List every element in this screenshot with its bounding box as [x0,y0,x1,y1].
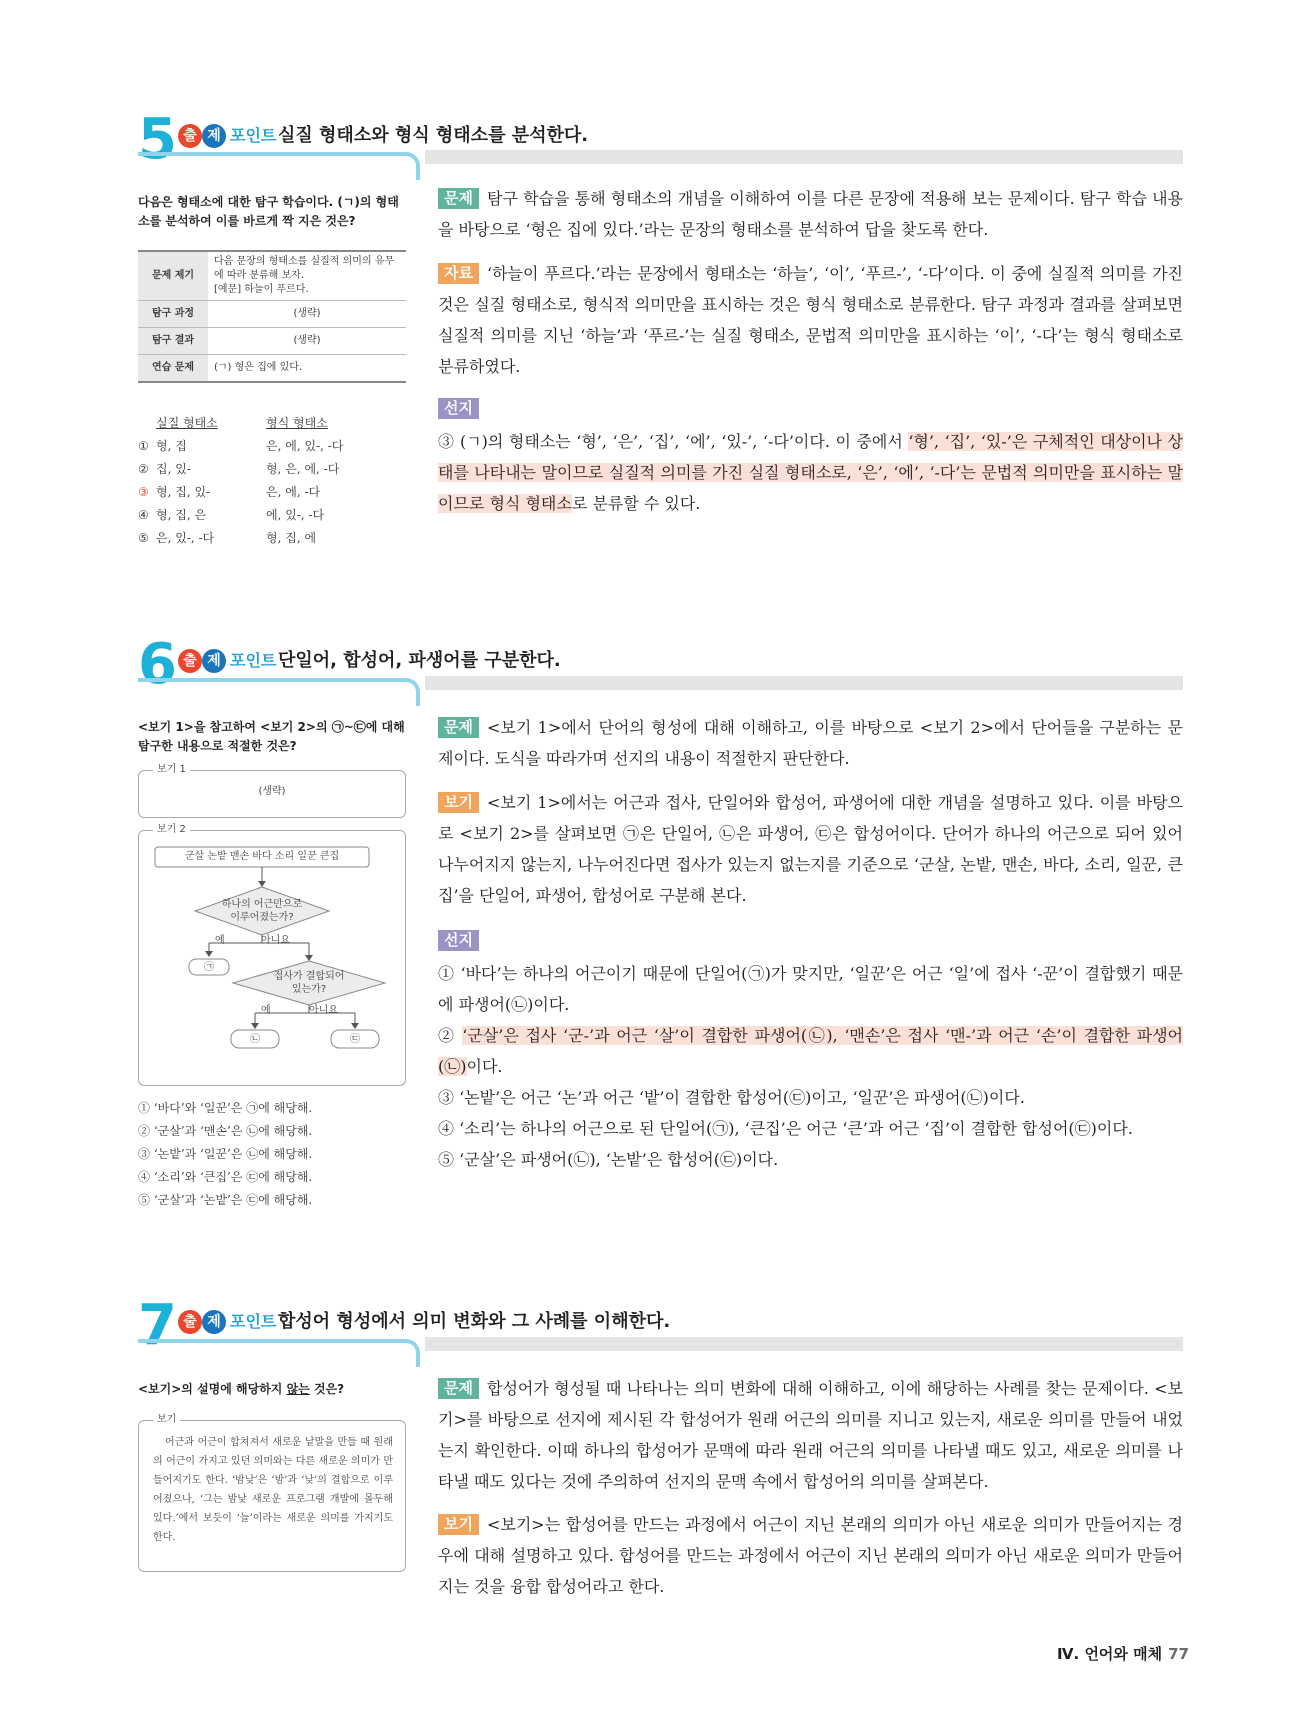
option-row[interactable] [138,435,410,458]
option-row[interactable] [138,458,410,481]
bogi2-label: 보기 2 [153,823,190,837]
question-text: 다음은 형태소에 대한 탐구 학습이다. (ㄱ)의 형태소를 분석하여 이를 바르게 짝 지은 것은? [138,195,399,228]
tag-problem: 문제 [438,717,479,738]
option-row[interactable] [138,527,410,550]
decision-line: 접사가 결합되어 [273,971,345,982]
decision1-text [195,898,329,924]
row-head: 연습 문제 [138,355,208,383]
decision-line: 이루어졌는가? [230,912,294,923]
circle2-label: ㉡ [250,1034,260,1045]
badge-je: 제 [202,649,226,673]
option-a: 집, 있- [156,462,191,476]
circle1-label: ㉠ [204,962,214,973]
col-formal: 형식 형태소 [266,416,328,430]
option-b: 은, 에, 있-, -다 [266,439,344,453]
option-b: 에, 있-, -다 [266,508,325,522]
badge-chul: 출 [178,1310,202,1334]
header-arc [138,678,420,706]
no-label: 아니요 [261,935,290,946]
explanation-text: <보기 1>에서는 어근과 접사, 단일어와 합성어, 파생어에 대한 개념을 설명하고 있다. 이를 바탕으로 <보기 2>를 살펴보면 ㉠은 단일어, ㉡은 파생어, ㉢은 합성어이다. 단어가 하나의 어근으로 되어 있어 나누어지지 않는지, 나누어진다면 접사가 있는지 없는지를 기준으로 ‘군살, 논밭, 맨손, 바다, 소리, 일꾼, 큰집’을 단일어, 파생어, 합성어로 구분해 본다. [438,793,1183,905]
header-bar [425,676,1183,690]
bogi1-body: (생략) [258,786,286,797]
point-label: 포인트 [230,1312,277,1331]
yes-label: 예 [261,1005,271,1016]
choice-item-correct [438,1020,1183,1082]
explanation-text: ‘하늘이 푸르다.’라는 문장에서 형태소는 ‘하늘’, ‘이’, ‘푸르-’, ‘-다’이다. 이 중에 실질적 의미를 가진 것은 실질 형태소로, 형식적 의미만을 표시하는 것은 형식 형태소로 분류한다. 탐구 과정과 결과를 살펴보면 실질적 의미를 지닌 ‘하늘’과 ‘푸르-’는 실질 형태소, 문법적 의미만을 표시하는 ‘이’, ‘-다’는 형식 형태소로 분류하였다. [438,264,1183,376]
option-a: 형, 집, 있- [156,485,211,499]
choice-list [438,958,1183,1175]
explanation-material [438,258,1183,382]
choice-mark: ② [438,1026,463,1045]
option-row[interactable] [138,504,410,527]
answer-options [138,1097,410,1212]
explanation-problem [438,712,1183,774]
tag-choice: 선지 [438,398,479,419]
explanation-problem [438,183,1183,245]
tag-problem: 문제 [438,1378,479,1399]
arrow-head [258,881,266,887]
decision-line: 하나의 어근만으로 [221,899,303,910]
question-emphasis: 않는 [286,1382,310,1396]
answer-options [138,412,410,550]
option-b: 형, 집, 에 [266,531,317,545]
tag-choice-wrap [438,398,487,419]
row-body-line: 에 따라 분류해 보자. [214,270,304,281]
option-row[interactable]: ⑤ ‘군살’과 ‘논밭’은 ㉢에 해당해. [138,1193,313,1207]
section-title: 실질 형태소와 형식 형태소를 분석한다. [278,125,589,146]
decision-line: 있는가? [291,984,327,995]
tag-material: 자료 [438,263,479,284]
page-footer [1057,1643,1189,1664]
section-number: 7 [138,1293,177,1358]
section-number: 6 [138,632,177,697]
choice-text: 이다. [466,1057,503,1076]
bogi1-label: 보기 1 [153,763,190,777]
chapter-label: Ⅳ. 언어와 매체 [1057,1645,1163,1663]
highlighted-text: ‘형’, ‘집’, ‘있-’은 구체적인 대상이나 상태를 나타내는 말이므로 실질적 의미를 가진 실질 형태소로, ‘은’, ‘에’, ‘-다’는 문법적 의미만을 표시하는 말이므로 형식 형태소 [438,432,1183,513]
header-arc [138,1339,420,1367]
choice-item: ⑤ ‘군살’은 파생어(㉡), ‘논밭’은 합성어(㉢)이다. [438,1150,779,1169]
table-row [138,328,406,355]
tag-problem: 문제 [438,188,479,209]
option-mark: ② [138,462,149,476]
tag-choice: 선지 [438,930,479,951]
option-a: 은, 있-, -다 [156,531,215,545]
row-body [208,251,406,301]
option-row[interactable]: ③ ‘논밭’과 ‘일꾼’은 ㉡에 해당해. [138,1147,313,1161]
option-mark: ⑤ [138,531,149,545]
header-bar [425,1337,1183,1351]
option-b: 형, 은, 에, -다 [266,462,340,476]
option-mark: ① [138,439,149,453]
option-mark: ④ [138,508,149,522]
question-text: <보기 1>을 참고하여 <보기 2>의 ㉠~㉢에 대해 탐구한 내용으로 적절한 것은? [138,720,405,753]
tag-bogi: 보기 [438,792,479,813]
explanation-text: 합성어가 형성될 때 나타나는 의미 변화에 대해 이해하고, 이에 해당하는 사례를 찾는 문제이다. <보기>를 바탕으로 선지에 제시된 각 합성어가 원래 어근의 의미를 지니고 있는지, 새로운 의미를 만들어 내었는지 확인한다. 이때 하나의 합성어가 문맥에 따라 원래 어근의 의미를 나타낼 때도 있고, 새로운 의미를 나타낼 때도 있다는 것에 주의하여 선지의 문맥 속에서 합성어의 의미를 살펴본다. [438,1379,1183,1491]
section-number: 5 [138,107,177,172]
explanation-text: <보기>는 합성어를 만드는 과정에서 어근이 지닌 본래의 의미가 아닌 새로운 의미가 만들어지는 경우에 대해 설명하고 있다. 합성어를 만드는 과정에서 어근이 지닌 본래의 의미가 아닌 새로운 의미가 만들어지는 것을 융합 합성어라고 한다. [438,1515,1183,1596]
option-row-correct[interactable] [138,481,410,504]
inquiry-table [138,250,406,383]
arrow-head [251,1023,259,1029]
table-row [138,301,406,328]
row-body: (생략) [208,328,406,355]
row-head: 문제 제기 [138,251,208,301]
col-real: 실질 형태소 [156,416,218,430]
question-part: 것은? [309,1382,345,1396]
question-text [138,1380,410,1399]
tag-bogi: 보기 [438,1514,479,1535]
option-a: 형, 집, 은 [156,508,207,522]
question-part: <보기>의 설명에 해당하지 [138,1382,287,1396]
bogi-body: 어근과 어근이 합쳐져서 새로운 낱말을 만들 때 원래의 어근이 가지고 있던 의미와는 다른 새로운 의미가 만들어지기도 한다. ‘밤낮’은 ‘밤’과 ‘낮’의 결합으로 이루어졌으나, ‘그는 밤낮 새로운 프로그램 개발에 몰두해 있다.’에서 보듯이 ‘늘’이라는 새로운 의미를 가지기도 한다. [153,1437,393,1543]
option-row-correct[interactable]: ② ‘군살’과 ‘맨손’은 ㉡에 해당해. [138,1124,313,1138]
arrow-head [205,951,213,957]
point-label: 포인트 [230,651,277,670]
option-row[interactable]: ① ‘바다’와 ‘일꾼’은 ㉠에 해당해. [138,1101,313,1115]
option-b: 은, 에, -다 [266,485,321,499]
badge-chul: 출 [178,124,202,148]
choice-text: 로 분류할 수 있다. [571,494,701,513]
bogi1-box [138,764,406,818]
row-body: (ㄱ) 형은 집에 있다. [208,355,406,383]
choice-text: ③ (ㄱ)의 형태소는 ‘형’, ‘은’, ‘집’, ‘에’, ‘있-’, ‘-다’이다. 이 중에서 [438,432,909,451]
bogi2-box [138,824,406,1086]
flowchart-svg [139,831,405,1085]
bogi-label: 보기 [153,1413,180,1427]
row-body-line: 다음 문장의 형태소를 실질적 의미의 유무 [214,256,395,267]
badge-je: 제 [202,1310,226,1334]
arrow-head [351,1023,359,1029]
row-body: (생략) [208,301,406,328]
yes-label: 예 [215,935,225,946]
no-label: 아니요 [309,1005,338,1016]
section-title: 단일어, 합성어, 파생어를 구분한다. [278,650,561,671]
badge-chul: 출 [178,649,202,673]
table-row [138,355,406,383]
row-head: 탐구 과정 [138,301,208,328]
answer-circle-mark: ③ [138,485,149,499]
badge-je: 제 [202,124,226,148]
point-label: 포인트 [230,126,277,145]
option-row[interactable]: ④ ‘소리’와 ‘큰집’은 ㉢에 해당해. [138,1170,313,1184]
highlighted-text: ‘군살’은 접사 ‘군-’과 어근 ‘살’이 결합한 파생어(㉡), ‘맨손’은 접사 ‘맨-’과 어근 ‘손’이 결합한 파생어(㉡) [438,1026,1183,1076]
explanation-bogi [438,1509,1183,1602]
option-a: 형, 집 [156,439,187,453]
word-list: 군살 논밭 맨손 바다 소리 일꾼 큰집 [184,851,340,862]
circle3-label: ㉢ [350,1034,360,1045]
choice-item: ① ‘바다’는 하나의 어근이기 때문에 단일어(㉠)가 맞지만, ‘일꾼’은 어근 ‘일’에 접사 ‘-꾼’이 결합했기 때문에 파생어(㉡)이다. [438,964,1183,1014]
explanation-text: 탐구 학습을 통해 형태소의 개념을 이해하여 이를 다른 문장에 적용해 보는 문제이다. 탐구 학습 내용을 바탕으로 ‘형은 집에 있다.’라는 문장의 형태소를 분석하여 답을 찾도록 한다. [438,189,1183,239]
option-header [138,412,410,435]
section-title: 합성어 형성에서 의미 변화와 그 사례를 이해한다. [278,1311,671,1332]
explanation-problem [438,1373,1183,1497]
explanation-text: <보기 1>에서 단어의 형성에 대해 이해하고, 이를 바탕으로 <보기 2>에서 단어들을 구분하는 문제이다. 도식을 따라가며 선지의 내용이 적절한지 판단한다. [438,718,1183,768]
bogi-box [138,1414,406,1572]
choice-item: ④ ‘소리’는 하나의 어근으로 된 단일어(㉠), ‘큰집’은 어근 ‘큰’과 어근 ‘집’이 결합한 합성어(㉢)이다. [438,1119,1133,1138]
page-number: 77 [1168,1645,1189,1663]
header-arc [138,152,420,180]
tag-choice-wrap [438,930,487,951]
table-row [138,251,406,301]
row-body-line: [예문] 하늘이 푸르다. [214,284,309,295]
arrow-head [305,955,313,961]
decision2-text [233,970,385,996]
explanation-bogi [438,787,1183,911]
choice-explanation [438,426,1183,519]
header-bar [425,150,1183,164]
row-head: 탐구 결과 [138,328,208,355]
choice-item: ③ ‘논밭’은 어근 ‘논’과 어근 ‘밭’이 결합한 합성어(㉢)이고, ‘일꾼’은 파생어(㉡)이다. [438,1088,1025,1107]
